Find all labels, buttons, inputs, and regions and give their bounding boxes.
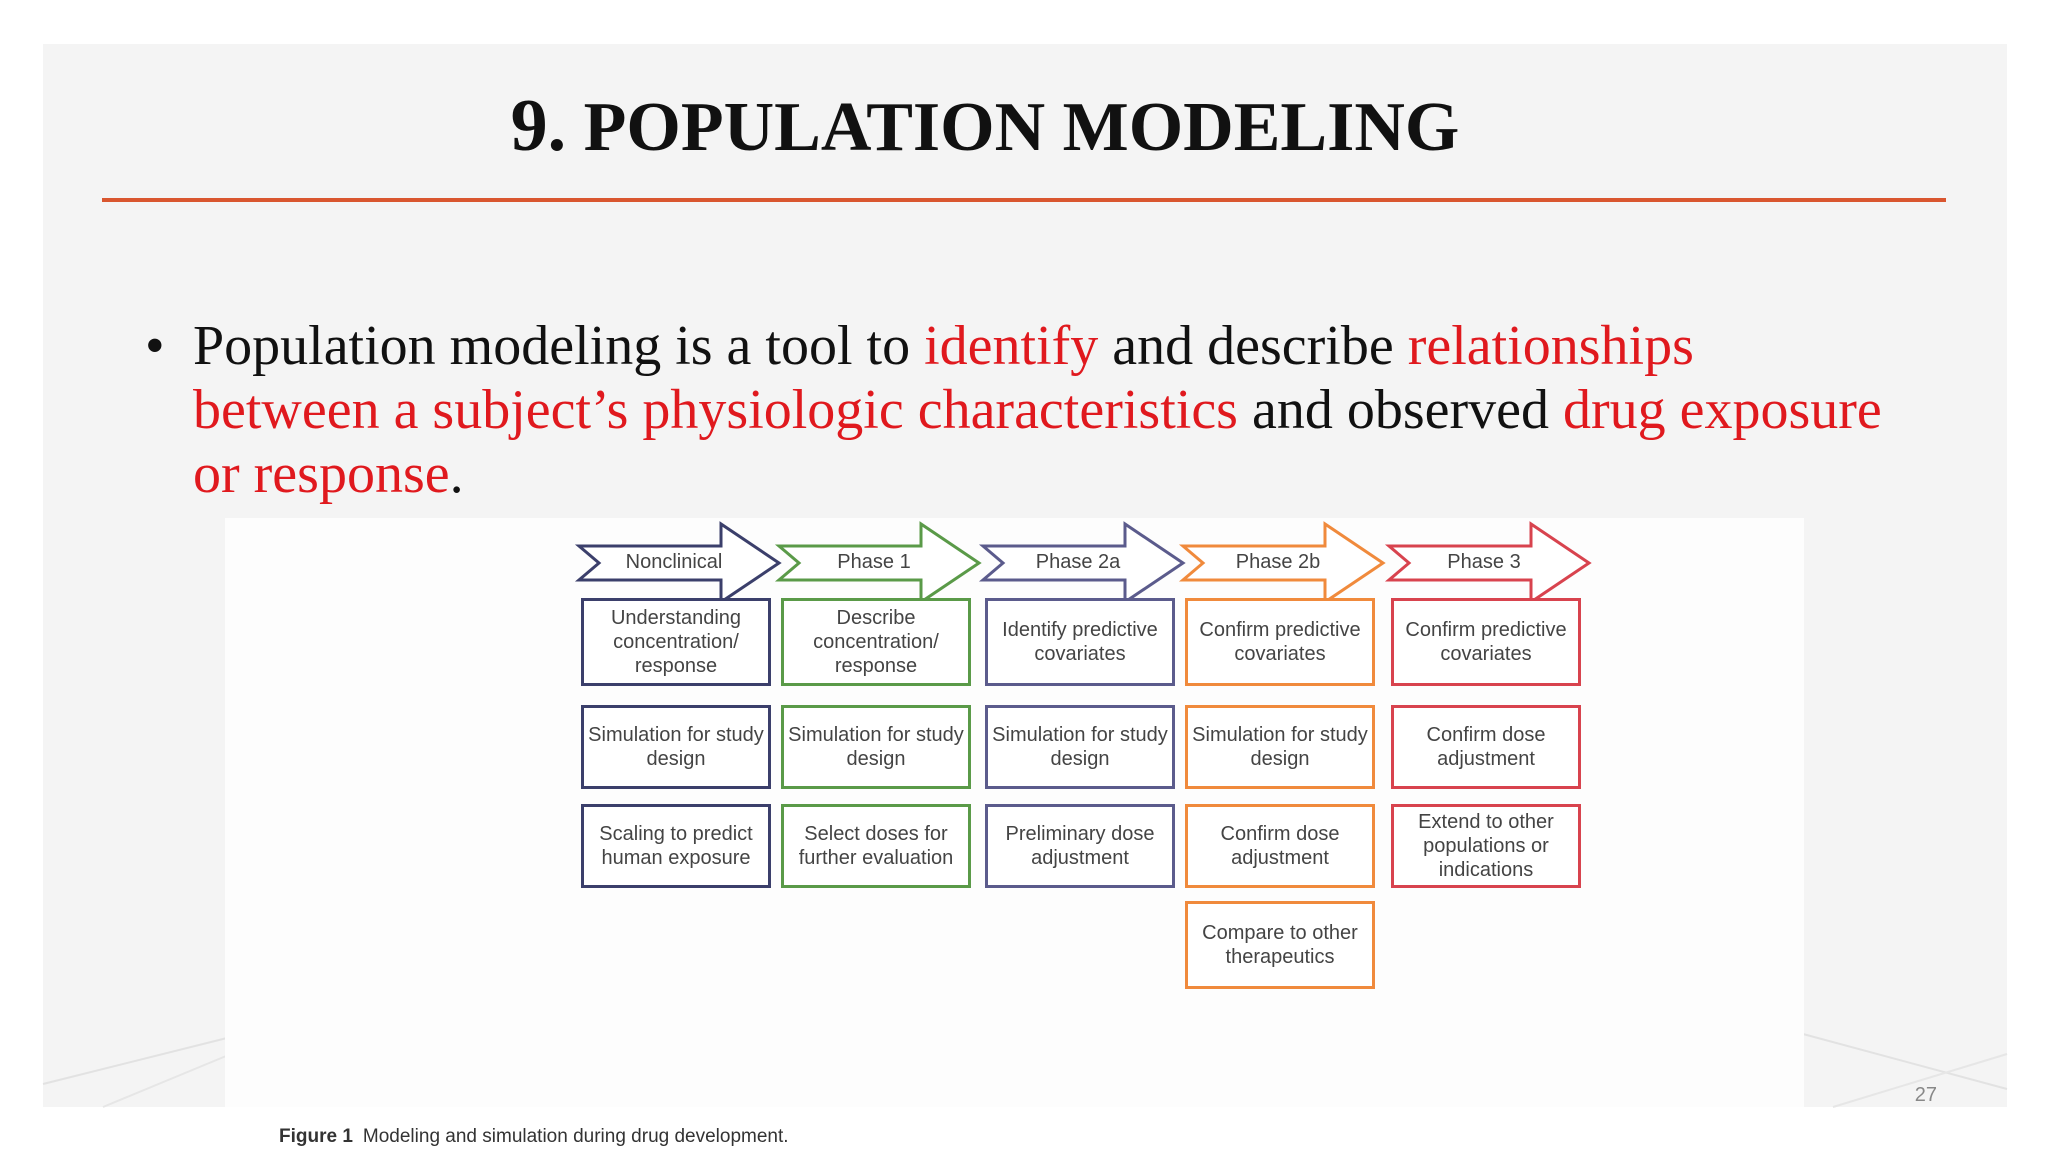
phase-label: Nonclinical [625,551,723,573]
bullet-text-4: . [449,443,464,505]
title-divider [102,198,1946,202]
phase-box: Identify predictive covariates [985,598,1175,686]
phase-box: Confirm dose adjustment [1391,705,1581,789]
title-text: POPULATION MODELING [583,89,1460,166]
bullet-paragraph [145,314,1893,506]
bullet-text-3: and observed [1237,379,1563,441]
figure-caption [279,1126,789,1148]
bullet-dot: • [145,315,165,377]
phase-box: Preliminary dose adjustment [985,804,1175,888]
phase-label: Phase 2b [1235,551,1321,573]
phase-label: Phase 3 [1447,551,1521,573]
phase-box: Understanding concentration/ response [581,598,771,686]
phase-box: Compare to other therapeutics [1185,901,1375,989]
bullet-highlight-identify: identify [924,315,1099,377]
phase-box: Describe concentration/ response [781,598,971,686]
phase-label: Phase 1 [837,551,911,573]
bullet-highlight-relationships: relationships between a subject’s physiologic characteristics [193,315,1694,441]
phase-box: Scaling to predict human exposure [581,804,771,888]
title-number: 9. [510,85,567,167]
phase-box: Confirm predictive covariates [1391,598,1581,686]
bullet-text-2: and describe [1098,315,1408,377]
page-number: 27 [1914,1084,1937,1106]
phase-box: Simulation for study design [1185,705,1375,789]
phase-box: Simulation for study design [985,705,1175,789]
figure-caption-text: Modeling and simulation during drug development. [362,1126,789,1147]
phase-box: Simulation for study design [581,705,771,789]
phase-box: Confirm predictive covariates [1185,598,1375,686]
phase-label: Phase 2a [1035,551,1121,573]
figure [225,518,1804,1147]
phase-box: Extend to other populations or indications [1391,804,1581,888]
bullet-highlight-exposure: drug exposure or response [193,379,1882,505]
figure-caption-label: Figure 1 [279,1126,353,1147]
page-title [43,84,2007,169]
phase-box: Simulation for study design [781,705,971,789]
slide [43,44,2007,1147]
phase-box: Select doses for further evaluation [781,804,971,888]
phase-box: Confirm dose adjustment [1185,804,1375,888]
bullet-text-1: Population modeling is a tool to [193,315,925,377]
